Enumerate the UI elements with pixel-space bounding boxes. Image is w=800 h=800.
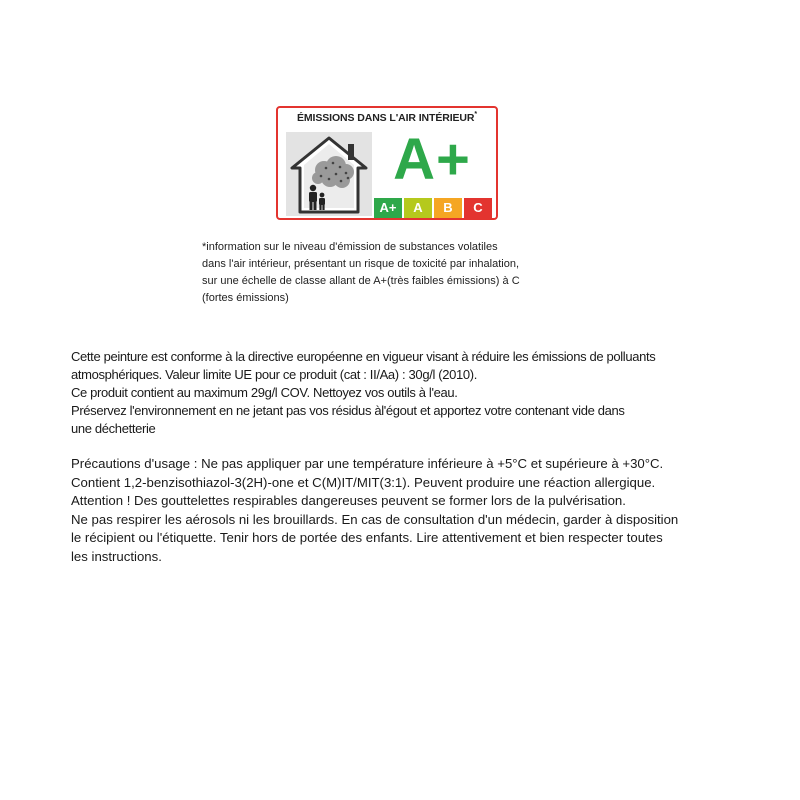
footnote-line: (fortes émissions) bbox=[202, 292, 289, 304]
paragraph-line: Ne pas respirer les aérosols ni les brouillards. En cas de consultation d'un médecin, garder à disposition bbox=[71, 511, 679, 527]
paragraph-line: une déchetterie bbox=[71, 421, 156, 436]
paragraph-line: Préservez l'environnement en ne jetant pas vos résidus àl'égout et apportez votre contenant vide dans bbox=[71, 403, 625, 418]
paragraph-line: Attention ! Des gouttelettes respirables dangereuses peuvent se former lors de la pulvérisation. bbox=[71, 493, 626, 508]
footnote-line: sur une échelle de classe allant de A+(très faibles émissions) à C bbox=[202, 275, 520, 287]
house-with-people-and-pollution-cloud-icon bbox=[286, 132, 372, 216]
environment-paragraph bbox=[71, 348, 731, 438]
paragraph-line: les instructions. bbox=[71, 548, 162, 564]
paragraph-line: Ce produit contient au maximum 29g/l COV. Nettoyez vos outils à l'eau. bbox=[71, 385, 458, 400]
scale-cell-c: C bbox=[464, 198, 492, 218]
emission-class-scale bbox=[374, 198, 492, 218]
title-asterisk: * bbox=[474, 111, 478, 118]
paragraph-line: Précautions d'usage : Ne pas appliquer par une température inférieure à +5°C et supérieure à +30°C. bbox=[71, 456, 664, 471]
paragraph-line: atmosphériques. Valeur limite UE pour ce produit (cat : II/Aa) : 30g/l (2010). bbox=[71, 367, 477, 382]
paragraph-line: Contient 1,2-benzisothiazol-3(2H)-one et C(M)IT/MIT(3:1). Peuvent produire une réaction allergique. bbox=[71, 474, 656, 490]
scale-cell-a: A bbox=[404, 198, 432, 218]
paragraph-line: Cette peinture est conforme à la directive européenne en vigueur visant à réduire les émissions de polluants bbox=[71, 349, 656, 364]
emission-label-title-text: ÉMISSIONS DANS L'AIR INTÉRIEUR bbox=[296, 112, 475, 124]
precautions-paragraph bbox=[71, 455, 761, 566]
emission-label bbox=[276, 106, 498, 220]
footnote-line: dans l'air intérieur, présentant un risque de toxicité par inhalation, bbox=[202, 258, 520, 270]
scale-cell-b: B bbox=[434, 198, 462, 218]
house-panel bbox=[286, 132, 372, 216]
emission-footnote bbox=[202, 239, 582, 307]
emission-class-rating: A+ bbox=[393, 127, 471, 192]
footnote-line: *information sur le niveau d'émission de substances volatiles bbox=[202, 241, 498, 253]
paragraph-line: le récipient ou l'étiquette. Tenir hors de portée des enfants. Lire attentivement et bien respecter toutes bbox=[71, 530, 663, 545]
scale-cell-a-plus: A+ bbox=[374, 198, 402, 218]
